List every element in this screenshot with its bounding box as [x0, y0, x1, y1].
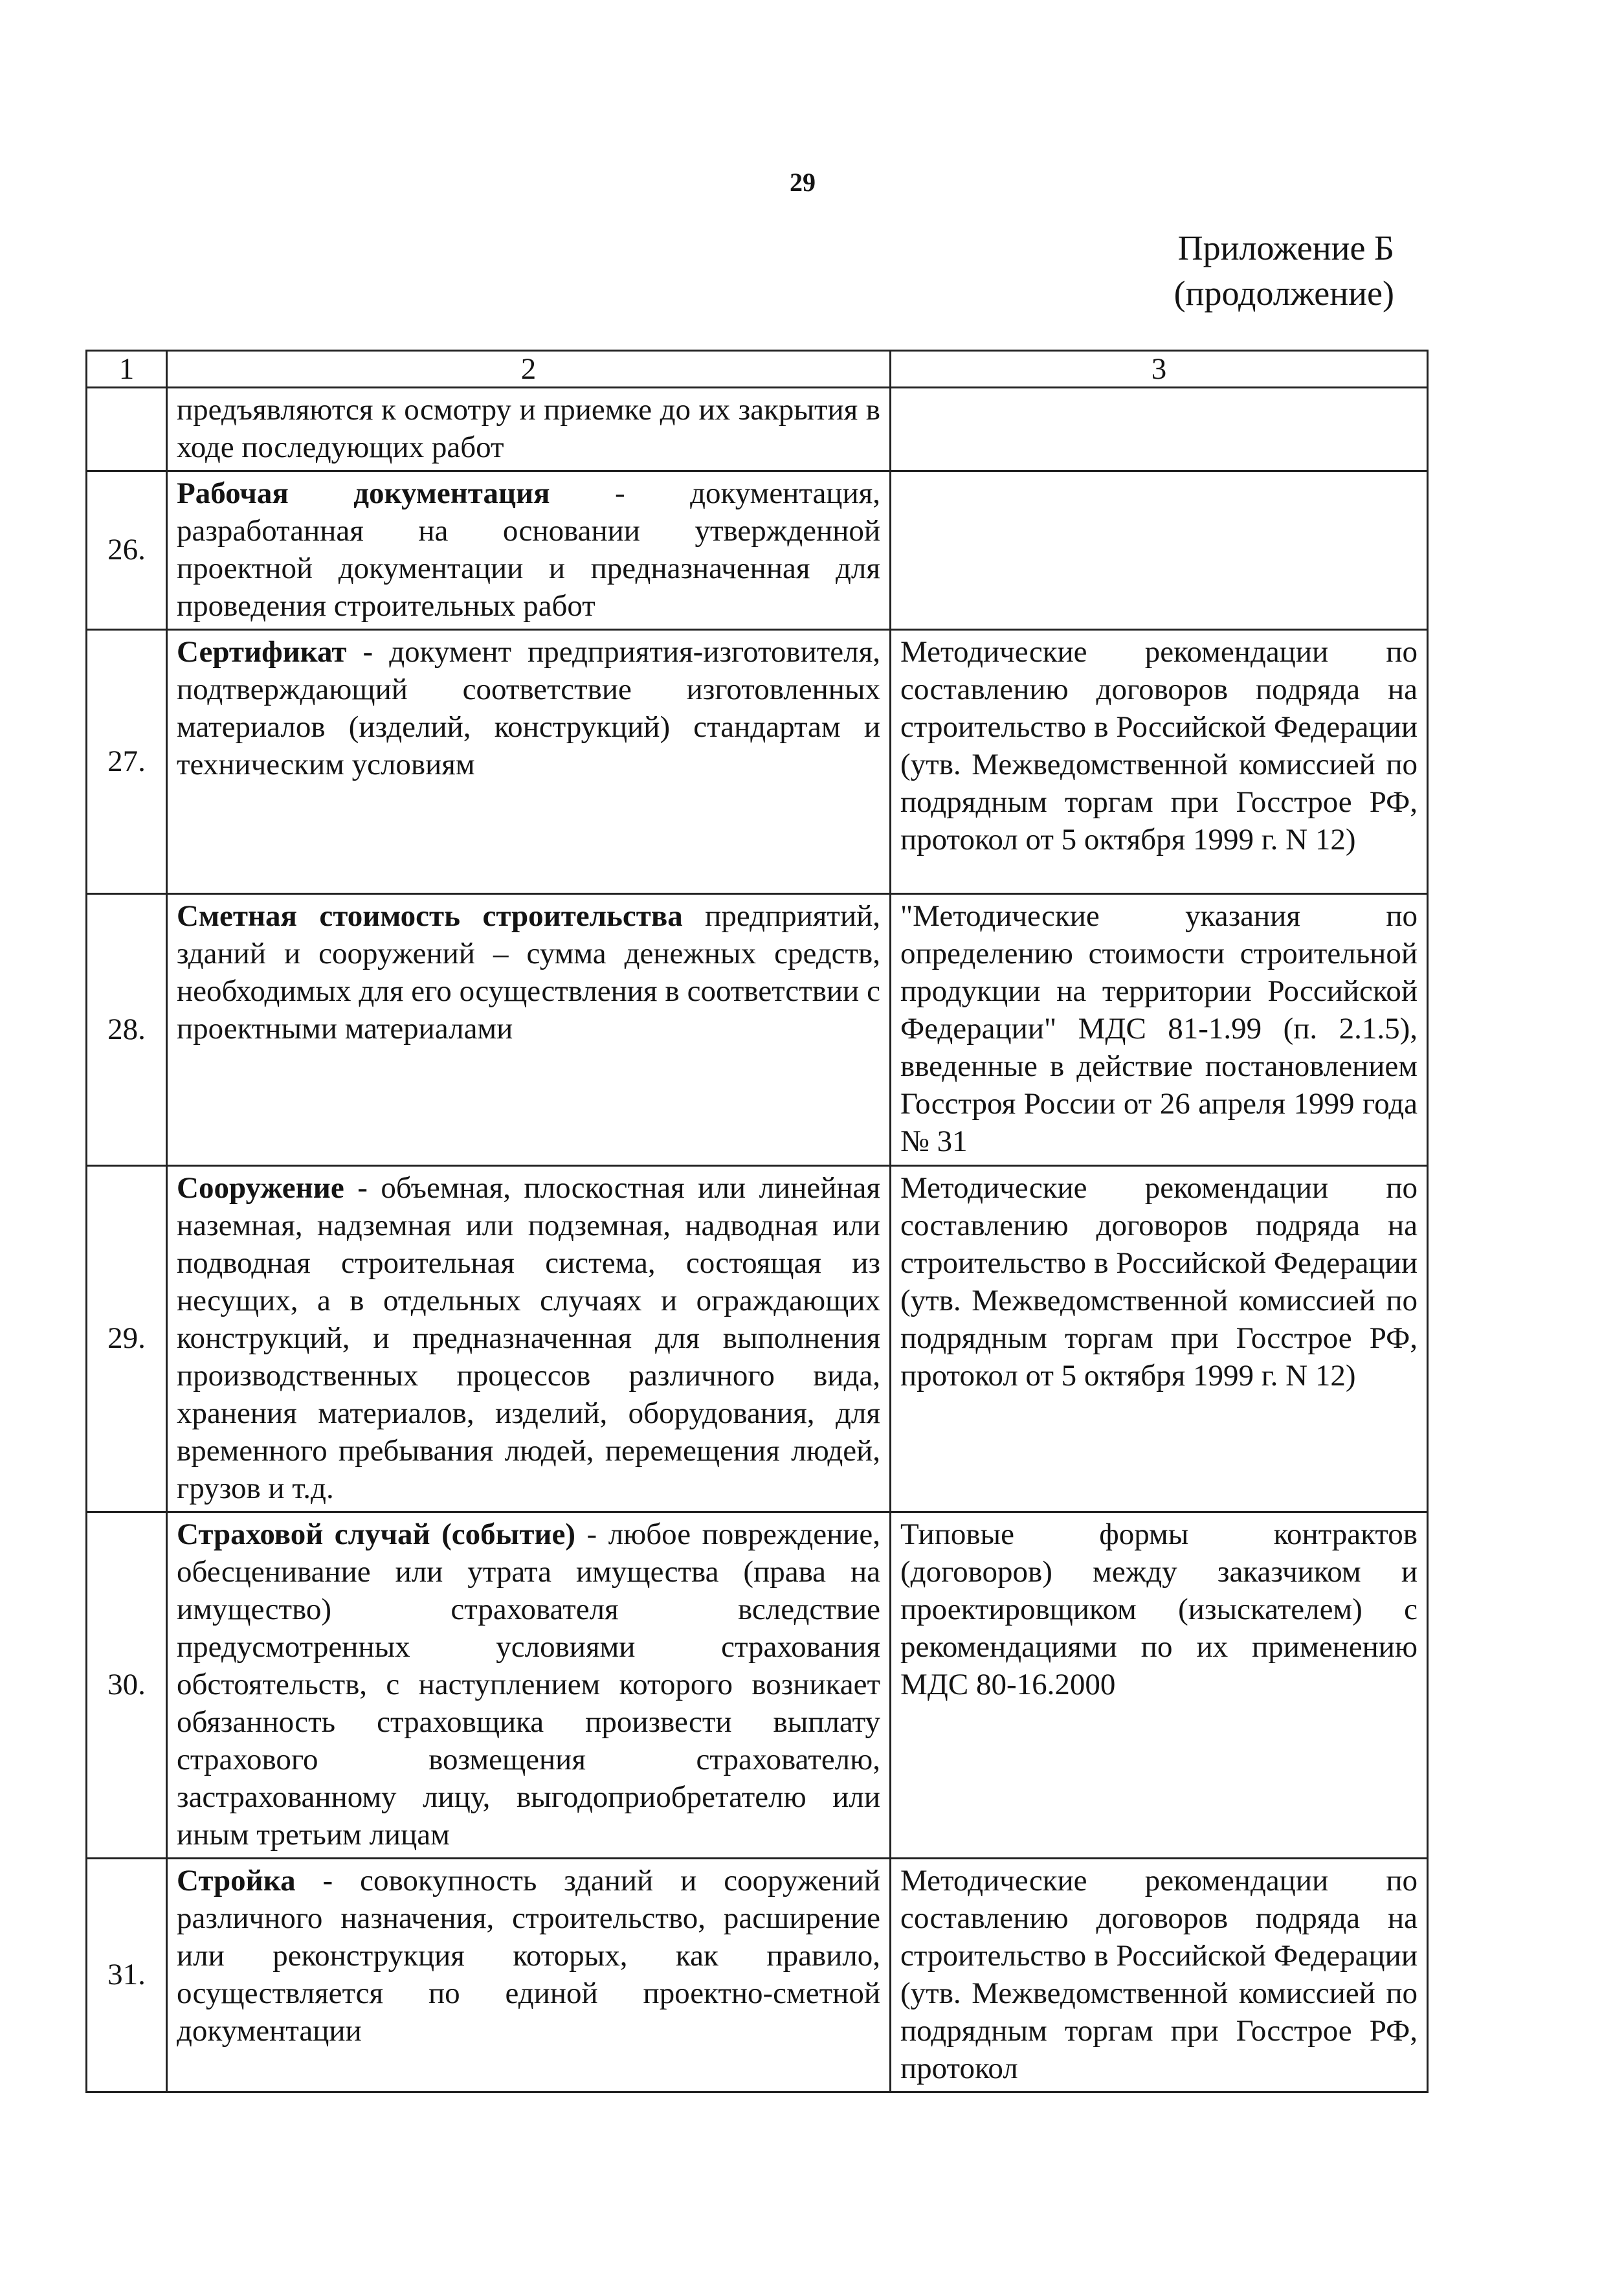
column-header-2: 2 [167, 351, 891, 388]
source-cell: "Методические указания по определению стоимости строительной продукции на территории Российской Федерации" МДС 81-1.99 (п. 2.1.5), введенные в действие постановлением Госстроя России от 26 апреля 1999 года № 31 [891, 894, 1428, 1166]
definition-cell [167, 1512, 891, 1859]
definition-text: - документ предприятия-изготовителя, подтверждающий соответствие изготовленных материалов (изделий, конструкций) стандартам и техническим условиям [177, 635, 880, 781]
row-number: 30. [87, 1512, 167, 1859]
table-row [87, 1512, 1428, 1859]
appendix-title: Приложение Б [1177, 229, 1394, 267]
definition-cell [167, 471, 891, 630]
row-number: 27. [87, 630, 167, 894]
table-row [87, 1859, 1428, 2092]
appendix-subtitle: (продолжение) [1174, 274, 1394, 313]
table-header-row [87, 351, 1428, 388]
column-header-1: 1 [87, 351, 167, 388]
definition-text: - совокупность зданий и сооружений различного назначения, строительство, расширение или реконструкция которых, как правило, осуществляется по единой проектно-сметной документации [177, 1864, 880, 2048]
table-row [87, 630, 1428, 894]
source-cell: Методические рекомендации по составлению договоров подряда на строительство в Российской Федерации (утв. Межведомственной комиссией по подрядным торгам при Госстрое РФ, протокол [891, 1859, 1428, 2092]
row-number: 31. [87, 1859, 167, 2092]
definition-text: - документация, разработанная на основании утвержденной проектной документации и предназначенная для проведения строительных работ [177, 476, 880, 623]
term: Сметная стоимость строительства [177, 899, 683, 933]
table-row [87, 388, 1428, 471]
definition-text: предприятий, зданий и сооружений – сумма денежных средств, необходимых для его осуществления в соответствии с проектными материалами [177, 899, 880, 1046]
page-number: 29 [790, 168, 816, 197]
table-row [87, 894, 1428, 1166]
definition-cell [167, 1166, 891, 1512]
column-header-3: 3 [891, 351, 1428, 388]
definition-cell [167, 630, 891, 894]
source-cell: Методические рекомендации по составлению договоров подряда на строительство в Российской Федерации (утв. Межведомственной комиссией по подрядным торгам при Госстрое РФ, протокол от 5 октября 1999 г. N 12) [891, 1166, 1428, 1512]
table-row [87, 1166, 1428, 1512]
source-cell [891, 388, 1428, 471]
term: Страховой случай (событие) [177, 1517, 576, 1551]
definition-cell [167, 1859, 891, 2092]
glossary-table [85, 350, 1429, 2093]
row-number: 29. [87, 1166, 167, 1512]
source-cell: Методические рекомендации по составлению договоров подряда на строительство в Российской Федерации (утв. Межведомственной комиссией по подрядным торгам при Госстрое РФ, протокол от 5 октября 1999 г. N 12) [891, 630, 1428, 894]
definition-text: предъявляются к осмотру и приемке до их закрытия в ходе последующих работ [177, 393, 880, 464]
term: Сооружение [177, 1171, 344, 1205]
row-number [87, 388, 167, 471]
term: Сертификат [177, 635, 347, 669]
definition-text: - объемная, плоскостная или линейная наземная, надземная или подземная, надводная или подводная строительная система, состоящая из несущих, а в отдельных случаях и ограждающих конструкций, и предназначенная для выполнения производственных процессов различного вида, хранения материалов, изделий, оборудования, для временного пребывания людей, перемещения людей, грузов и т.д. [177, 1171, 880, 1505]
source-cell [891, 471, 1428, 630]
definition-cell [167, 894, 891, 1166]
row-number: 28. [87, 894, 167, 1166]
definition-cell [167, 388, 891, 471]
row-number: 26. [87, 471, 167, 630]
definition-text: - любое повреждение, обесценивание или утрата имущества (права на имущество) страхователя вследствие предусмотренных условиями страхования обстоятельств, с наступлением которого возникает обязанность страховщика произвести выплату страхового возмещения страхователю, застрахованному лицу, выгодоприобретателю или иным третьим лицам [177, 1517, 880, 1852]
source-cell: Типовые формы контрактов (договоров) между заказчиком и проектировщиком (изыскателем) с рекомендациями по их применению МДС 80-16.2000 [891, 1512, 1428, 1859]
term: Стройка [177, 1864, 296, 1898]
table-row [87, 471, 1428, 630]
term: Рабочая документация [177, 476, 550, 510]
